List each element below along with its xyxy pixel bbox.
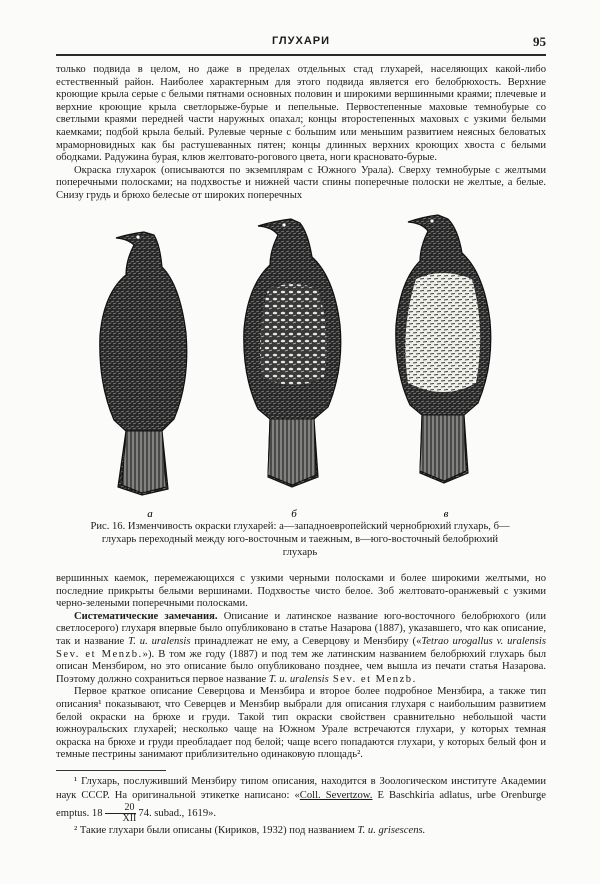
text-run: принадлежат не ему, а Северцову и Мензбиру (« bbox=[190, 635, 422, 647]
figure-caption: Рис. 16. Изменчивость окраски глухарей: а—западноевропейский чернобрюхий глухарь, б—глухарь переходный между юго-восточным и таежным, в—юго-восточный белобрюхий глухарь bbox=[90, 521, 510, 558]
paragraph: только подвида в целом, но даже в пределах отдельных стад глухарей, населяющих какой-либо естественный район. Наиболее характерным для этого подвида является его белобрюхость. Верхние кроющие крыла серые с белыми пятнами основных половин и широкими вершинными краями; плечевые и верхние кроющие крыла светлорыже-бурые и пепельные. Первостепенные маховые темнобурые со светлыми краями передней части наружных опахал; концы второстепенных маховых с узкими белыми каемками; подбой крыла белый. Рулевые черные с бо́льшим или меньшим развитием неясных беловатых мраморновидных как бы растушеванных пятен; концы длинных верхних кроющих хвоста с белыми ободками. Радужина бурая, клюв желтовато-рогового цвета, ноги красновато-бурые. bbox=[56, 64, 546, 164]
latin-name: Tetrao urogallus v. uralensis bbox=[421, 635, 546, 647]
label-a: а bbox=[147, 508, 153, 520]
paragraph: Первое краткое описание Северцова и Мензбира и второе более подробное Мензбира, а также тип описания¹ показывают, что Северцев и Мензбир выбрали для описания глухаря с наибольшим развитием белой окраски на брюхе и груди. Такой тип окраски свойствен сравнительно небольшой части южноуральских глухарей; несколько чаще на Южном Урале встречаются глухари, у которых темная окраска на брюхе и груди преобладает под белой; чаще всего попадаются глухари, у которых белый фон и темные пестрины занимают приблизительно одинаковую площадь². bbox=[56, 686, 546, 761]
bird-c-white-bellied bbox=[396, 215, 491, 483]
author-abbrev: Sev. et Menzb. bbox=[328, 673, 417, 685]
bird-a-dark-bellied bbox=[100, 232, 187, 495]
latin-name: T. u. uralensis bbox=[128, 635, 191, 647]
underlined-text: Coll. Severtzow. bbox=[299, 790, 373, 801]
paragraph: Окраска глухарок (описываются по экземплярам с Южного Урала). Сверху темнобурые с желтыми поперечными полосками; на подхвостье и нижней части спины поперечные полоски не желтые, а белые. Снизу грудь и брюхо белесые от широких поперечных bbox=[56, 164, 546, 201]
latin-name: T. u. grisescens. bbox=[357, 825, 426, 836]
text-run: Описание и латинское название юго-восточного белобрюхого (или светлосерого) глухаря впервые было опубликовано в статье Назарова (1887), указавшего, что как описание, так и название bbox=[56, 610, 546, 647]
fraction-denominator: XII bbox=[122, 813, 137, 824]
footnote-1 bbox=[56, 775, 546, 824]
date-fraction bbox=[105, 803, 137, 824]
fraction-numerator: 20 bbox=[105, 803, 137, 814]
text-block-bottom bbox=[56, 573, 546, 762]
paragraph-systematics bbox=[56, 611, 546, 687]
latin-name: T. u. uralensis bbox=[268, 673, 329, 685]
section-lead: Систематические замечания. bbox=[74, 610, 218, 622]
bird-b-transitional bbox=[244, 219, 341, 487]
footnote-2 bbox=[56, 824, 546, 838]
figure-16 bbox=[56, 205, 546, 525]
text-run: E Baschkiria adlatus, urbe Orenburge emptus. 18 bbox=[56, 790, 546, 819]
text-run: »). В том же году (1887) и под тем же латинским названием белобрюхий глухарь был описан Мензбиром, но это описание было опубликовано позднее, чем вышла из печати статья Назарова. Поэтому должно сохраниться первое название bbox=[56, 648, 547, 685]
running-title: ГЛУХАРИ bbox=[271, 35, 331, 47]
text-run: ² Такие глухари были описаны (Кириков, 1932) под названием bbox=[74, 825, 358, 836]
page-header bbox=[56, 32, 546, 56]
capercaillie-illustration bbox=[56, 205, 546, 525]
label-c: в bbox=[443, 508, 449, 520]
paragraph: вершинных каемок, перемежающихся с узкими черными полосками и более широкими желтыми, но последние прикрыты белыми вершинами. Подхвостье чисто белое. Зоб желтовато-оранжевый с узкими черно-зелеными поперечными полосками. bbox=[56, 573, 546, 610]
author-abbrev: Sev. et Menzb. bbox=[56, 648, 143, 660]
footnotes bbox=[56, 770, 546, 838]
footnote-rule bbox=[56, 770, 166, 771]
text-run: ¹ Глухарь, послуживший Мензбиру типом описания, находится в Зоологическом институте Академии наук СССР. На оригинальной этикетке написано: « bbox=[56, 776, 546, 801]
page-number: 95 bbox=[533, 34, 546, 49]
label-b: б bbox=[291, 508, 297, 520]
text-block-top bbox=[56, 64, 546, 203]
text-run: 74. subad., 1619». bbox=[138, 807, 217, 819]
